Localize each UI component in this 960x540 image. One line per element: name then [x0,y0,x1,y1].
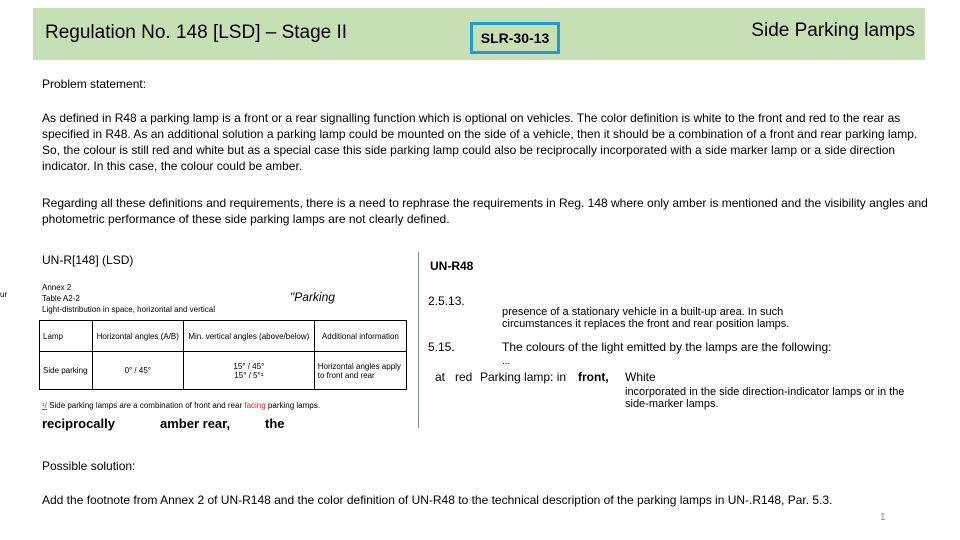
th-additional: Additional information [314,321,406,352]
at-text: at [435,370,446,384]
ellipsis: ... [502,356,511,367]
parking-quote: "Parking [290,290,335,304]
overlay-text-1: reciprocally [42,416,115,431]
document-code-badge: SLR-30-13 [470,22,560,54]
subject-title: Side Parking lamps [751,20,915,41]
right-heading: UN-R48 [430,259,474,273]
problem-paragraph-1: As defined in R48 a parking lamp is a front or a rear signalling function which is optional on vehicles. The color definition is white to the front and red to the rear as specified in R48. As an additional solution a parking lamp could be mounted on the side of a vehicle, then it should be a combination of a front and rear parking lamp. So, the colour is still red and white but as a special case this side parking lamp could also be reciprocally incorporated with a side marker lamp or a side direction indicator. In this case, the colour could be amber. [42,111,918,173]
column-divider [418,252,419,428]
vertical-value-1: 15° / 45° [233,361,265,371]
page-title: Regulation No. 148 [LSD] – Stage II [45,22,348,43]
solution-heading: Possible solution: [42,459,136,473]
th-vertical: Min. vertical angles (above/below) [183,321,314,352]
page-number: 1 [880,512,886,523]
footnote-mark[interactable]: ¹/ [42,401,47,410]
th-horizontal: Horizontal angles (A/B) [92,321,183,352]
problem-heading: Problem statement: [42,77,147,91]
problem-paragraph-2: Regarding all these definitions and requirements, there is a need to rephrase the requirements in Reg. 148 where only amber is mentioned and the visibility angles and photometric performance of these side parking lamps are not clearly defined. [42,196,928,226]
table-ref: Table A2-2 [42,294,80,303]
front-text: front, [578,370,609,384]
th-lamp: Lamp [40,321,93,352]
footnote-text: Side parking lamps are a combination of front and rear [49,401,245,410]
white-text: White [625,370,656,384]
light-distribution-table [39,320,407,390]
solution-text: Add the footnote from Annex 2 of UN-R148 and the color definition of UN-R48 to the technical description of the parking lamps in UN-.R148, Par. 5.3. [42,493,833,507]
vertical-value-2: 15° / 5°¹ [234,370,264,380]
cell-additional [314,352,406,390]
cell-lamp: Side parking [40,352,93,390]
additional-1: Horizontal angles apply [317,361,401,371]
parking-lamp-text: Parking lamp: in [480,370,567,384]
table-caption: Light-distribution in space, horizontal and vertical [42,305,215,314]
cell-horizontal: 0° / 45° [92,352,183,390]
left-heading: UN-R[148] (LSD) [42,253,134,267]
header-band [33,8,925,60]
section-5-15-text: The colours of the light emitted by the lamps are the following: [502,340,832,354]
section-2-5-13: 2.5.13. [428,294,465,308]
red-text: red [455,370,473,384]
overlay-text-2: amber rear, [160,416,231,431]
clipped-text: ur [0,290,8,299]
overlay-text-3: the [265,416,285,431]
section-2-5-13-text: presence of a stationary vehicle in a built-up area. In such circumstances it replaces the front and rear position lamps. [502,306,790,330]
footnote [42,401,320,411]
annex-label: Annex 2 [42,283,72,292]
section-text-3: incorporated in the side direction-indicator lamps or in the side-marker lamps. [625,386,905,410]
section-5-15: 5.15. [428,340,455,354]
additional-2: to front and rear [317,370,375,380]
footnote-text-end: parking lamps. [265,401,320,410]
footnote-highlight: facing [244,401,266,410]
cell-vertical [183,352,314,390]
